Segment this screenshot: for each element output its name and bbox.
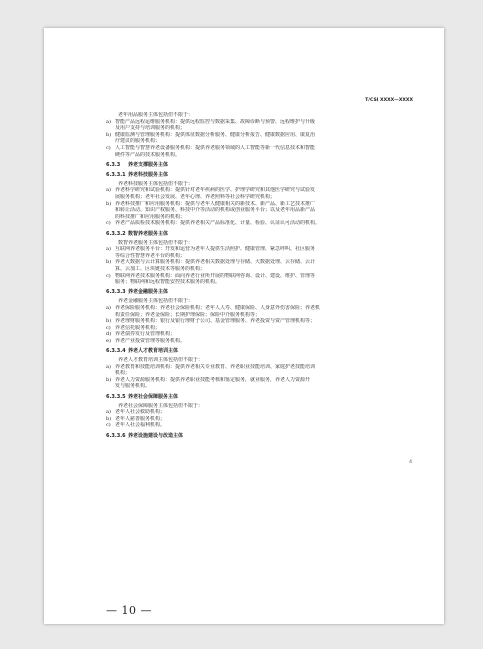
- list-item: [106, 246, 402, 259]
- list-item-text: 养老债券发行及管理机构；: [115, 331, 176, 338]
- list-item-text: 展服务机构；老年社会发展、老年心理、养老照料等社会科学研究机构；: [115, 194, 276, 201]
- list-item: [106, 259, 402, 272]
- section-heading: [106, 289, 402, 296]
- section-intro: 养老金融服务主体包括但不限于：: [118, 298, 194, 305]
- list-marker: c): [106, 272, 111, 279]
- document-body: [106, 112, 402, 442]
- list-item: [106, 132, 402, 145]
- list-marker: c): [106, 220, 111, 227]
- section-heading: [106, 394, 402, 401]
- list-marker: c): [106, 324, 111, 331]
- list-item-text: 养老产业投资管理等服务机构。: [115, 337, 186, 344]
- section: [106, 394, 402, 429]
- list-marker: b): [106, 200, 112, 207]
- section-heading: [106, 172, 402, 179]
- list-marker: c): [106, 422, 111, 429]
- list-item-text: 及用户支持与培训服务的机构；: [115, 125, 186, 132]
- list-item: [106, 145, 402, 158]
- list-item: [106, 377, 402, 390]
- list-item: [106, 318, 402, 325]
- list-item: [106, 338, 402, 345]
- section-title: 养老科技服务主体: [128, 171, 169, 178]
- section-number: 6.3.3.1: [106, 171, 126, 178]
- section: [106, 348, 402, 390]
- list-item-text: 养老大数据与云计算服务机构：提供养老相关数据处理与存储、大数据处理、云存储、云计: [115, 259, 316, 266]
- list-item-text: 养老科学研究和试验机构：提供针对老年疾病的医学、护理学研究和其他医学研究与试验发: [115, 187, 316, 194]
- list-item-text: 养老人力资源服务机构：提供养老职业技能考核和鉴定服务，就业服务，养老人力资源开: [115, 376, 311, 383]
- section-intro: 养老科技服务主体包括但不限于：: [118, 180, 194, 187]
- list-item: [106, 119, 402, 132]
- list-item: [106, 305, 402, 318]
- list-item-text: 算、云加工、区块链技术等服务的机构；: [115, 265, 206, 272]
- list-item-text: 机构；: [115, 370, 131, 377]
- section-number: 6.3.3: [106, 161, 121, 168]
- list-marker: b): [106, 131, 112, 138]
- standard-code: T/CSI XXXX—XXXX: [365, 98, 413, 103]
- section-title: 养老金融服务主体: [128, 289, 169, 296]
- section: [106, 162, 402, 169]
- list-item-text: 的科技推广和应用服务的机构；: [115, 213, 186, 220]
- list-item-text: 智能产品远程运维服务机构：提供远程监控与数据采集、故障诊断与预警、远程维护与升级: [115, 118, 316, 125]
- list-marker: b): [106, 259, 112, 266]
- list-item-text: 服务；物联网和远程智能安控技术服务的机构。: [115, 279, 221, 286]
- list-item-text: 硬件等产品的技术服务机构。: [115, 151, 181, 158]
- list-item-text: 养老教育和技能培训机构：提供养老相关专业教育、养老职业技能培训、家庭护老技能培训: [115, 363, 316, 370]
- section-number: 6.3.3.2: [106, 230, 126, 237]
- list-marker: b): [106, 415, 112, 422]
- list-item-text: 人工智能与智慧养老设备服务机构：提供养老服务领域的人工智能等新一代信息技术和智能: [115, 144, 316, 151]
- section-heading: [106, 231, 402, 238]
- list-item: [106, 187, 402, 200]
- list-item: [106, 331, 402, 338]
- list-item: [106, 364, 402, 377]
- section-title: 养老人才教育培训主体: [128, 348, 179, 354]
- list-marker: a): [106, 363, 111, 370]
- section-title: 养老设施建设与改造主体: [128, 432, 184, 439]
- list-item-text: 和转让活动、知识产权服务、科技中介等活动的机构或创业服务平台；以及老年用品新产品: [115, 207, 316, 214]
- section: [106, 172, 402, 227]
- section-title: 养老支撑服务主体: [128, 161, 169, 168]
- list-item-text: 等综合性智慧养老平台的机构；: [115, 252, 186, 259]
- list-marker: a): [106, 304, 111, 311]
- section-intro: 养老人才教育培训主体包括但不限于：: [118, 357, 204, 364]
- list-marker: d): [106, 331, 112, 338]
- list-item-text: 养老科技推广和应用服务机构：提供与老年人健康相关的新技术、新产品、新工艺技术推广: [115, 200, 316, 207]
- list-item-text: 老年人社会福利机构。: [115, 422, 166, 429]
- section-title: 数智养老服务主体: [128, 230, 169, 237]
- list-marker: a): [106, 246, 111, 253]
- section: [106, 112, 402, 158]
- section: [106, 433, 402, 440]
- list-marker: a): [106, 409, 111, 416]
- list-item: [106, 325, 402, 332]
- section-number: 6.3.3.5: [106, 393, 126, 400]
- list-item-text: 养老产品质检技术服务机构：提供养老相关产品标准化、计量、检验、认证认可活动的机构。: [115, 220, 321, 227]
- list-item-text: 物联网养老技术服务机构：面向养老行业所开展的物联网咨询、设计、建设、维护、管理等: [115, 272, 316, 279]
- section: [106, 289, 402, 344]
- section-number: 6.3.3.6: [106, 432, 126, 439]
- section-intro: 老年用品服务主体包括但不限于：: [118, 112, 194, 118]
- section-heading: [106, 162, 402, 169]
- list-item-text: 老年人社会救助机构；: [115, 409, 166, 416]
- list-marker: a): [106, 118, 111, 125]
- section-intro: 数智养老服务主体包括但不限于：: [118, 239, 194, 246]
- list-marker: a): [106, 187, 111, 194]
- list-item-text: 老年人慈善服务机构；: [115, 415, 166, 422]
- list-marker: c): [106, 144, 111, 151]
- section-number: 6.3.3.4: [106, 348, 126, 354]
- list-item-text: 养老保险服务机构：养老社会保险机构；老年人人寿、健康保险、人身意外伤害保险；养老机: [115, 304, 321, 311]
- page-footer-number: — 10 —: [106, 604, 152, 617]
- list-item: [106, 273, 402, 286]
- list-item: [106, 416, 402, 423]
- list-item-text: 养老信托服务机构；: [115, 324, 161, 331]
- section-number: 6.3.3.3: [106, 289, 126, 296]
- list-item: [106, 409, 402, 416]
- list-marker: b): [106, 318, 112, 325]
- list-item: [106, 422, 402, 429]
- section: [106, 231, 402, 286]
- section-heading: [106, 348, 402, 355]
- section-intro: 养老社会保障服务主体包括但不限于：: [118, 402, 204, 409]
- list-item-text: 健康监测与管理服务机构：提供体征数据分析服务、健康分析报告、健康数据应用、康复治: [115, 131, 316, 138]
- section-title: 养老社会保障服务主体: [128, 393, 179, 400]
- section-heading: [106, 433, 402, 440]
- list-marker: b): [106, 376, 112, 383]
- list-item: [106, 201, 402, 221]
- list-item-text: 互联网养老服务平台：开发和运营为老年人提供生活照护、健康管理、紧急呼叫、社区服务: [115, 246, 316, 253]
- list-item-text: 疗建议的服务机构；: [115, 138, 161, 145]
- list-item-text: 养老理财服务机构：银行及银行理财子公司、基金管理服务、养老投资与资产管理机构等；: [115, 318, 316, 325]
- inner-page-number: 4: [409, 460, 412, 465]
- document-page: [44, 28, 444, 624]
- list-item-text: 发与服务机构。: [115, 383, 151, 390]
- list-marker: e): [106, 337, 111, 344]
- list-item: [106, 220, 402, 227]
- list-item-text: 构责任保险；养老金保险；长期护理保险；保险中介服务机构等；: [115, 311, 261, 318]
